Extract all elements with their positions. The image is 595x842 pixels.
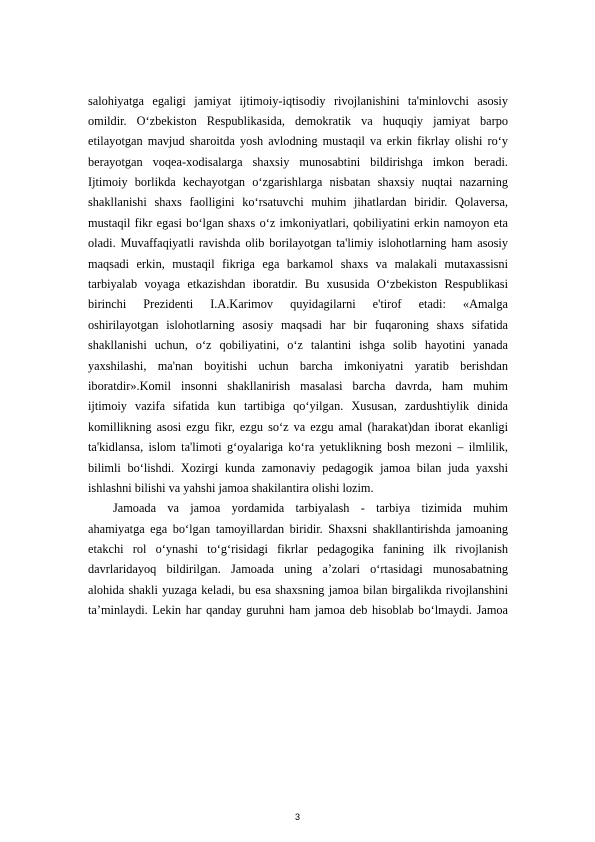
text-line: shakllanishi shaxs faolligini ko‘rsatuvchi muhim jihatlardan biridir. Qolaversa,: [88, 195, 508, 210]
text-line: etakchi rol o‘ynashi to‘g‘risidagi fikrlar pedagogika fanining ilk rivojlanish: [88, 542, 508, 557]
text-line: maqsadi erkin, mustaqil fikriga ega barkamol shaxs va malakali mutaxassisni: [88, 256, 508, 271]
text-line: etilayotgan mavjud sharoitda yosh avlodning mustaqil va erkin fikrlay olishi ro‘y: [88, 134, 508, 149]
body-text: [88, 91, 508, 621]
page-number: 3: [294, 812, 300, 822]
text-line: komillikning asosi ezgu fikr, ezgu so‘z va ezgu amal (harakat)dan iborat ekanligi: [88, 419, 508, 434]
text-line: mustaqil fikr egasi bo‘lgan shaxs o‘z imkoniyatlari, qobiliyatini erkin namoyon eta: [88, 215, 508, 230]
text-line: ta’minlaydi. Lekin har qanday guruhni ham jamoa deb hisoblab bo‘lmaydi. Jamoa: [88, 603, 508, 618]
text-line: alohida shakli yuzaga keladi, bu esa shaxsning jamoa bilan birgalikda rivojlanshini: [88, 582, 508, 597]
text-line: shakllanishi uchun, o‘z qobiliyatini, o‘z talantini ishga solib hayotini yanada: [88, 338, 508, 353]
paragraph-first-line: Jamoada va jamoa yordamida tarbiyalash - tarbiya tizimida muhim: [113, 501, 508, 516]
text-line: tarbiyalab voyaga etkazishdan iboratdir. Bu xususida O‘zbekiston Respublikasi: [88, 277, 508, 292]
text-line: ishlashni bilishi va yahshi jamoa shakilantira olishi lozim.: [88, 480, 374, 495]
text-line: bilimli bo‘lishdi. Xozirgi kunda zamonaviy pedagogik jamoa bilan juda yaxshi: [88, 460, 508, 475]
text-line: ijtimoiy vazifa sifatida kun tartibiga qo‘yilgan. Xususan, zardushtiylik dinida: [88, 399, 508, 414]
text-line: berayotgan voqea-xodisalarga shaxsiy munosabtini bildirishga imkon beradi.: [88, 154, 508, 169]
text-line: birinchi Prezidenti I.A.Karimov quyidagilarni e'tirof etadi: «Amalga: [88, 297, 508, 312]
text-line: omildir. O‘zbekiston Respublikasida, demokratik va huquqiy jamiyat barpo: [88, 113, 508, 128]
text-line: salohiyatga egaligi jamiyat ijtimoiy-iqtisodiy rivojlanishini ta'minlovchi asosiy: [88, 93, 508, 108]
text-line: yaxshilashi, ma'nan boyitishi uchun barcha imkoniyatni yaratib berishdan: [88, 358, 508, 373]
text-line: ahamiyatga ega bo‘lgan tamoyillardan biridir. Shaxsni shakllantirishda jamoaning: [88, 521, 508, 536]
text-line: davrlaridayoq bildirilgan. Jamoada uning a’zolari o‘rtasidagi munosabatning: [88, 562, 508, 577]
text-line: iboratdir».Komil insonni shakllanirish masalasi barcha davrda, ham muhim: [88, 378, 508, 393]
text-line: oshirilayotgan islohotlarning asosiy maqsadi har bir fuqaroning shaxs sifatida: [88, 317, 508, 332]
text-line: oladi. Muvaffaqiyatli ravishda olib borilayotgan ta'limiy islohotlarning ham asosiy: [88, 236, 508, 251]
text-line: Ijtimoiy borlikda kechayotgan o‘zgarishlarga nisbatan shaxsiy nuqtai nazarning: [88, 175, 508, 190]
text-line: ta'kidlansa, islom ta'limoti g‘oyalariga ko‘ra yetuklikning bosh mezoni – ilmlilik,: [88, 440, 508, 455]
